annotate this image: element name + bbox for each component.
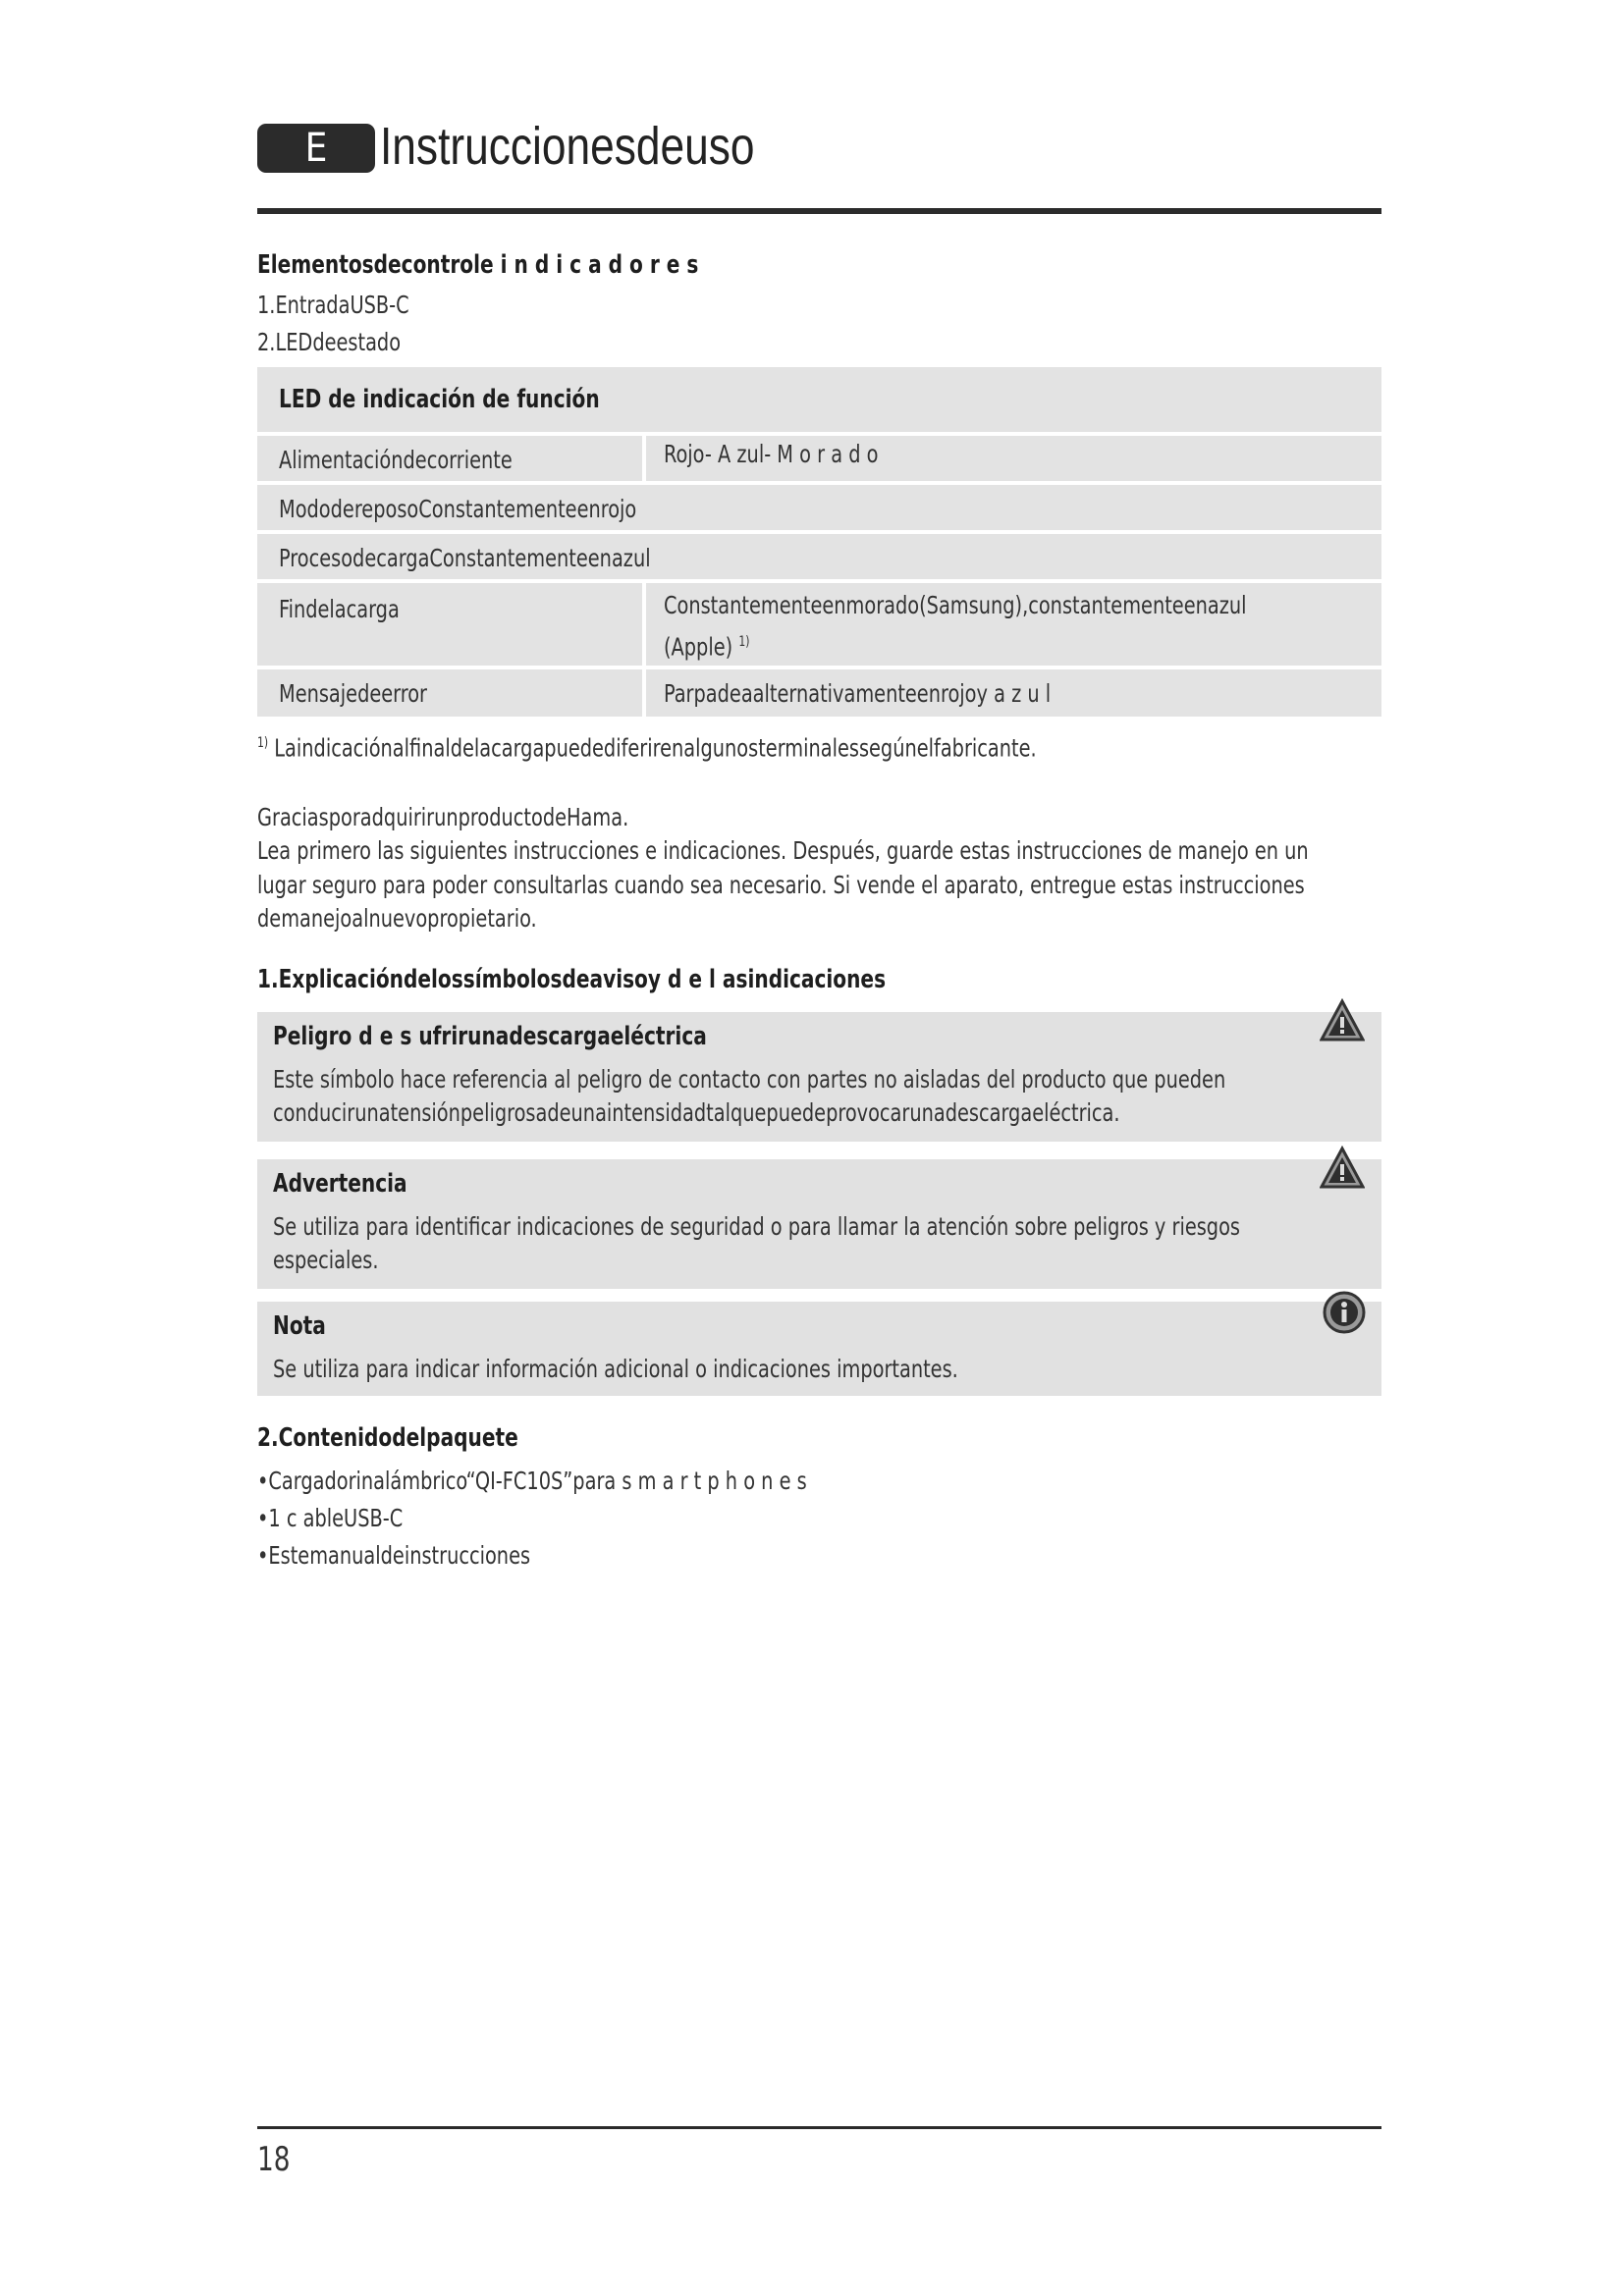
package-item: •Cargadorinalámbrico“QI-FC10S”para s m a r t p h o n e s — [257, 1467, 807, 1495]
led-row-label: ProcesodecargaConstantementeenazul — [279, 544, 651, 572]
controls-heading: Elementosdecontrole i n d i c a d o r e s — [257, 250, 699, 280]
note-box-title: Nota — [273, 1311, 326, 1341]
warning-triangle-icon — [1320, 998, 1365, 1043]
warning-box — [257, 1159, 1381, 1289]
led-row-label: Mensajedeerror — [279, 679, 427, 708]
warning-triangle-icon — [1320, 1146, 1365, 1191]
led-row-value: Parpadeaalternativamenteenrojoy a z u l — [664, 679, 1052, 708]
controls-item-led: 2.LEDdeestado — [257, 328, 402, 356]
intro-line: GraciasporadquirirunproductodeHama. — [257, 803, 629, 831]
led-row-label: MododereposoConstantementeenrojo — [279, 495, 637, 523]
section1-heading: 1.Explicacióndelossímbolosdeavisoy d e l asindicaciones — [257, 965, 887, 994]
led-row-value: Rojo- A zul- M o r a d o — [664, 440, 879, 468]
warning-box-text: Se utiliza para identificar indicaciones de seguridad o para llamar la atención sobre peligros y riesgos — [273, 1212, 1240, 1241]
note-box-text: Se utiliza para indicar información adicional o indicaciones importantes. — [273, 1355, 958, 1383]
led-table — [257, 367, 1381, 726]
note-box — [257, 1302, 1381, 1396]
danger-box — [257, 1012, 1381, 1142]
led-row-value: Constantementeenmorado(Samsung),constantementeenazul — [664, 591, 1247, 619]
page-title: Instruccionesdeuso — [380, 117, 755, 176]
danger-box-title: Peligro d e s ufrirunadescargaeléctrica — [273, 1022, 707, 1051]
led-row-value-continued: (Apple) $^{1)}$ — [664, 632, 750, 662]
controls-item-usb: 1.EntradaUSB-C — [257, 291, 409, 319]
language-badge: E — [257, 124, 375, 173]
warning-box-title: Advertencia — [273, 1169, 407, 1199]
footnote-ref: 1) — [738, 634, 750, 650]
footer-rule — [257, 2126, 1381, 2129]
package-item: •1 c ableUSB-C — [257, 1504, 404, 1532]
warning-box-text: especiales. — [273, 1246, 379, 1274]
intro-line: demanejoalnuevopropietario. — [257, 904, 537, 933]
header-rule — [257, 208, 1381, 214]
led-row-label: Findelacarga — [279, 595, 400, 623]
led-footnote: $^{1)}$ Laindicaciónalfinaldelacargapuedediferirenalgunosterminalessegúnelfabricante. — [257, 733, 1037, 763]
section2-heading: 2.Contenidodelpaquete — [257, 1423, 518, 1453]
info-icon — [1322, 1290, 1367, 1335]
led-table-title: LED de indicación de función — [279, 385, 600, 414]
package-item: •Estemanualdeinstrucciones — [257, 1541, 531, 1570]
intro-line: lugar seguro para poder consultarlas cuando sea necesario. Si vende el aparato, entregue estas instrucciones — [257, 871, 1305, 899]
intro-line: Lea primero las siguientes instrucciones e indicaciones. Después, guarde estas instrucciones de manejo en un — [257, 836, 1309, 865]
page-number: 18 — [257, 2140, 291, 2179]
danger-box-text: conducirunatensiónpeligrosadeunaintensidadtalquepuedeprovocarunadescargaeléctrica. — [273, 1098, 1120, 1127]
danger-box-text: Este símbolo hace referencia al peligro de contacto con partes no aisladas del producto que pueden — [273, 1065, 1226, 1094]
led-row-label: Alimentacióndecorriente — [279, 446, 513, 474]
